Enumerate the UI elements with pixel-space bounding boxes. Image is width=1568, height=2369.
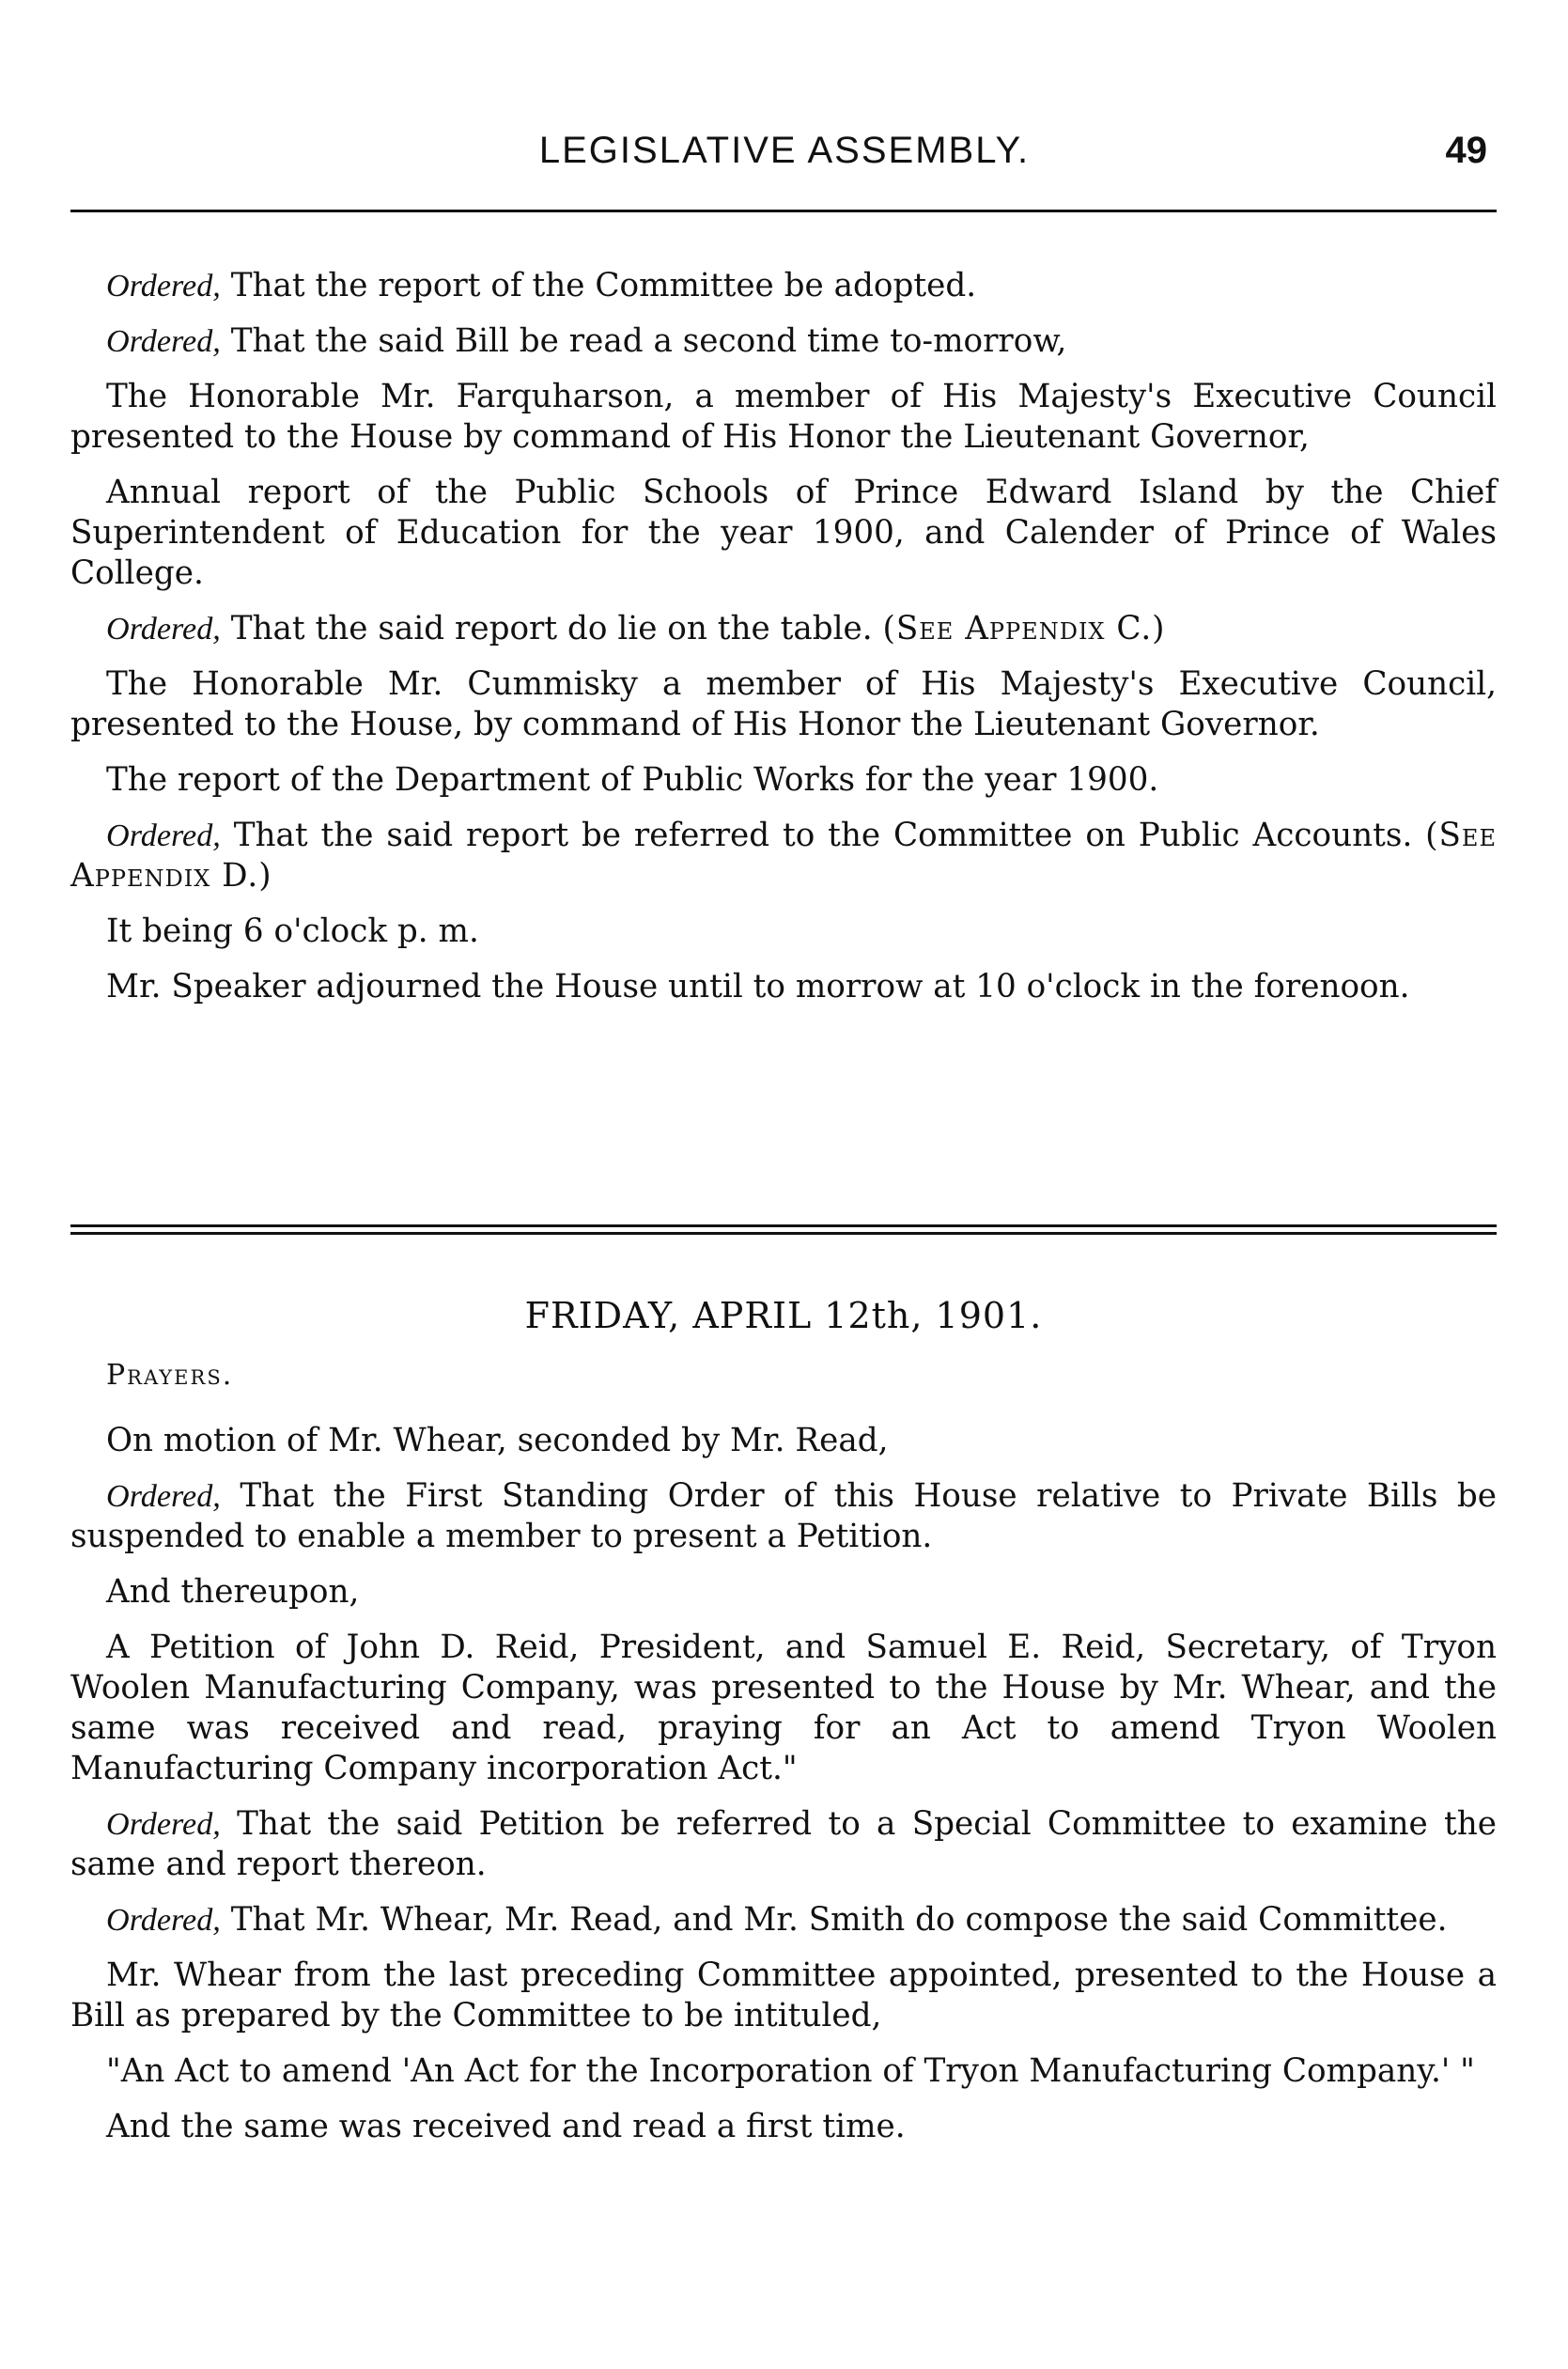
ordered-label: Ordered,	[106, 818, 221, 853]
ordered-label: Ordered,	[106, 324, 221, 359]
section-proceedings-previous-day	[70, 266, 1497, 1022]
ordered-label: Ordered,	[106, 1903, 221, 1938]
ordered-label: Ordered,	[106, 269, 221, 304]
section-divider	[70, 1224, 1497, 1236]
section-friday-proceedings	[70, 1421, 1497, 2162]
paragraph-text: The Honorable Mr. Farquharson, a member of His Majesty's Executive Council presented to the House by command of His Honor the Lieutenant Governor,	[70, 378, 1497, 456]
paragraph-ordered-special-committee	[70, 1804, 1497, 1885]
paragraph-motion	[70, 1421, 1497, 1461]
paragraph-thereupon	[70, 1572, 1497, 1613]
paragraph-farquharson	[70, 377, 1497, 458]
paragraph-text: Mr. Whear from the last preceding Committee appointed, presented to the House a Bill as prepared by the Committee to be intituled,	[70, 1956, 1497, 2034]
prayers-heading: Prayers.	[106, 1359, 234, 1392]
paragraph-adjournment	[70, 967, 1497, 1007]
running-header	[70, 130, 1498, 177]
paragraph-text: It being 6 o'clock p. m.	[106, 912, 479, 950]
paragraph-text: That Mr. Whear, Mr. Read, and Mr. Smith do compose the said Committee.	[230, 1901, 1448, 1939]
appendix-reference: (See Appendix C.)	[882, 610, 1166, 647]
paragraph-text: And thereupon,	[106, 1573, 360, 1611]
paragraph-ordered-public-accounts	[70, 816, 1497, 896]
paragraph-text: The Honorable Mr. Cummisky a member of His Majesty's Executive Council, presented to the House, by command of His Honor the Lieutenant Governor.	[70, 665, 1497, 743]
paragraph-text: That the said Bill be read a second time to-morrow,	[230, 322, 1067, 360]
page-number: 49	[1445, 130, 1487, 171]
paragraph-ordered-lie-on-table	[70, 609, 1497, 649]
paragraph-annual-report	[70, 473, 1497, 594]
paragraph-public-works-report	[70, 760, 1497, 801]
paragraph-petition	[70, 1628, 1497, 1789]
date-heading: FRIDAY, APRIL 12th, 1901.	[524, 1295, 1043, 1336]
paragraph-text: A Petition of John D. Reid, President, and Samuel E. Reid, Secretary, of Tryon Woolen Manufacturing Company, was presented to the House by Mr. Whear, and the same was received and read, praying for an Act to amend Tryon Woolen Manufacturing Company incorporation Act."	[70, 1629, 1497, 1787]
paragraph-text: Mr. Speaker adjourned the House until to morrow at 10 o'clock in the forenoon.	[106, 968, 1410, 1005]
paragraph-bill-presented	[70, 1956, 1497, 2036]
paragraph-text: That the said Petition be referred to a Special Committee to examine the same and report thereon.	[70, 1805, 1497, 1883]
paragraph-text: That the report of the Committee be adopted.	[230, 267, 977, 304]
header-rule	[70, 210, 1497, 212]
paragraph-text: That the First Standing Order of this House relative to Private Bills be suspended to enable a member to present a Petition.	[70, 1477, 1497, 1555]
paragraph-ordered-adopted	[70, 266, 1497, 306]
paragraph-cummisky	[70, 664, 1497, 745]
ordered-label: Ordered,	[106, 1807, 221, 1842]
paragraph-text: On motion of Mr. Whear, seconded by Mr. Read,	[106, 1422, 889, 1459]
paragraph-ordered-standing-order	[70, 1476, 1497, 1557]
paragraph-text: And the same was received and read a first time.	[106, 2108, 906, 2145]
paragraph-text: That the said report be referred to the Committee on Public Accounts.	[233, 817, 1413, 854]
paragraph-first-reading	[70, 2107, 1497, 2147]
paragraph-ordered-committee-members	[70, 1900, 1497, 1940]
ordered-label: Ordered,	[106, 612, 221, 647]
paragraph-text: "An Act to amend 'An Act for the Incorporation of Tryon Manufacturing Company.' "	[106, 2052, 1475, 2090]
paragraph-act-title	[70, 2051, 1497, 2092]
paragraph-text: Annual report of the Public Schools of Prince Edward Island by the Chief Superintendent of Education for the year 1900, and Calender of Prince of Wales College.	[70, 474, 1497, 592]
running-title: LEGISLATIVE ASSEMBLY.	[538, 130, 1031, 171]
paragraph-text: That the said report do lie on the table.	[230, 610, 873, 647]
appendix-reference: (See Appendix D.)	[70, 817, 1497, 895]
paragraph-ordered-second-reading	[70, 321, 1497, 362]
ordered-label: Ordered,	[106, 1479, 221, 1514]
paragraph-six-oclock	[70, 912, 1497, 952]
paragraph-text: The report of the Department of Public Works for the year 1900.	[106, 761, 1159, 799]
